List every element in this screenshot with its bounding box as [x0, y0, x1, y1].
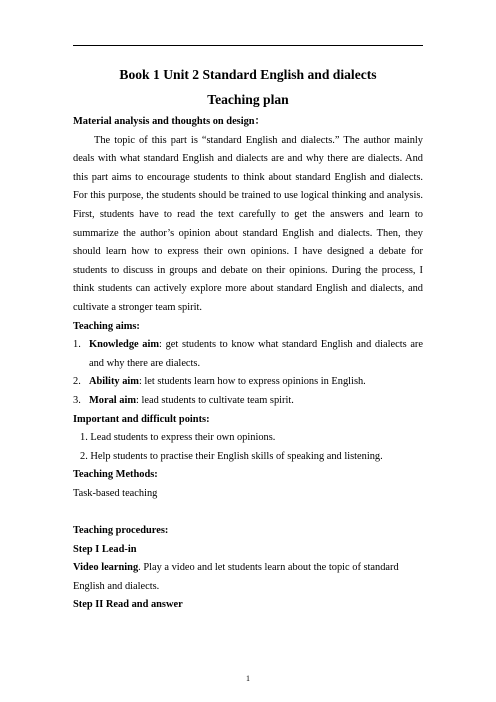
page-number: 1	[246, 674, 250, 683]
document-body	[73, 66, 423, 615]
points-heading: Important and difficult points:	[73, 413, 210, 425]
aim-item	[73, 336, 423, 373]
aims-list	[73, 336, 423, 410]
points-list	[73, 429, 423, 466]
aims-heading: Teaching aims:	[73, 320, 140, 332]
methods-heading: Teaching Methods:	[73, 469, 158, 481]
aim-label: Moral aim	[89, 394, 137, 406]
spacer	[73, 503, 423, 522]
header-rule	[73, 45, 423, 46]
aim-label: Knowledge aim	[89, 339, 160, 351]
methods-text: Task-based teaching	[73, 487, 158, 499]
aim-number: 2.	[73, 376, 81, 388]
aim-item	[73, 392, 423, 411]
material-heading: Material analysis and thoughts on design：	[73, 116, 265, 127]
aim-text: : let students learn how to express opinions in English.	[138, 376, 366, 388]
aim-text: : get students to know what standard English and dialects are and why there are dialects.	[89, 339, 424, 369]
step1-heading: Step I Lead-in	[73, 543, 137, 555]
document-subtitle: Teaching plan	[207, 92, 289, 107]
material-paragraph: The topic of this part is “standard English and dialects.” The author mainly deals with what standard English and dialects are and why there are dialects. And this part aims to encourage students to think about standard English and dialects. For this purpose, the students should be trained to use logical thinking and analysis. First, students have to read the text carefully to get the answers and learn to summarize the author’s opinion about standard English and dialects. Then, they should learn how to express their own opinions. I have designed a debate for students to discuss in groups and debate on their opinions. During the process, I think students can actively explore more about standard English and dialects, and cultivate a stronger team spirit.	[73, 134, 423, 313]
aim-item	[73, 373, 423, 392]
document-title: Book 1 Unit 2 Standard English and dialects	[119, 67, 377, 82]
step1-label: Video learning	[73, 562, 139, 574]
aim-number: 3.	[73, 394, 81, 406]
step2-heading: Step II Read and answer	[73, 599, 183, 611]
aim-number: 1.	[73, 339, 81, 351]
step1-paragraph	[73, 559, 423, 596]
point-item: 2. Help students to practise their English skills of speaking and listening.	[80, 450, 383, 462]
aim-text: : lead students to cultivate team spirit.	[136, 394, 294, 406]
step1-text: . Play a video and let students learn about the topic of standard English and dialects.	[73, 562, 399, 592]
procedures-heading: Teaching procedures:	[73, 525, 169, 537]
aim-label: Ability aim	[89, 376, 139, 388]
point-item: 1. Lead students to express their own opinions.	[80, 432, 276, 444]
